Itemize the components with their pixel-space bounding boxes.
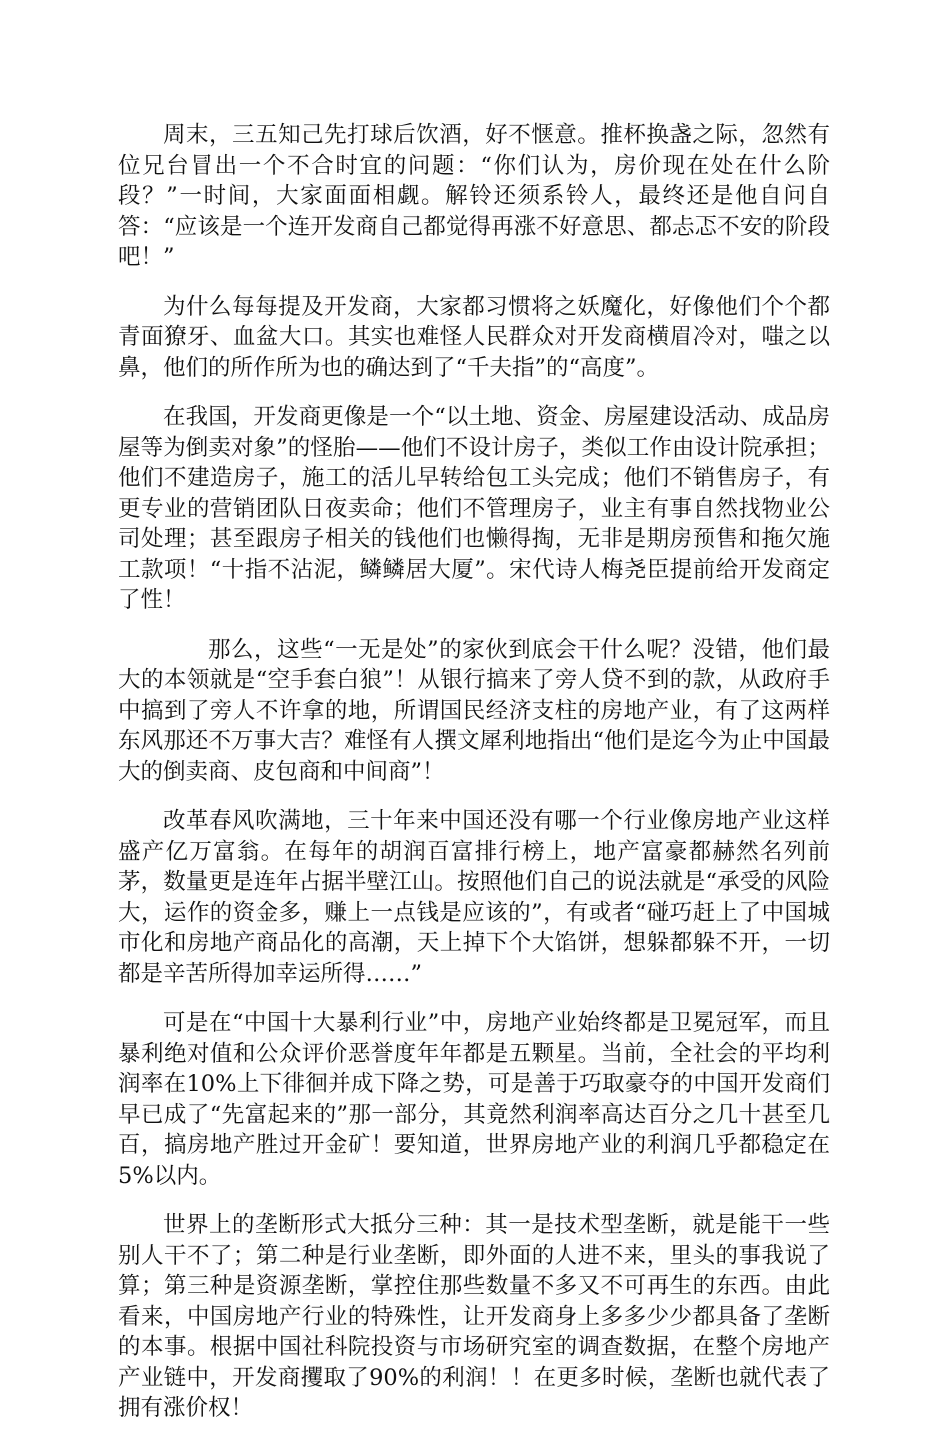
- paragraph-demonized-developers: 为什么每每提及开发商，大家都习惯将之妖魔化，好像他们个个都青面獠牙、血盆大口。其实也难怪人民群众对开发商横眉冷对，嗤之以鼻，他们的所作所为也的确达到了“千夫指”的“高度”。: [118, 293, 830, 381]
- paragraph-weekend-gathering: 周末，三五知己先打球后饮酒，好不惬意。推杯换盏之际，忽然有位兄台冒出一个不合时宜的问题：“你们认为，房价现在处在什么阶段？”一时间，大家面面相觑。解铃还须系铃人，最终还是他自问自答：“应该是一个连开发商自己都觉得再涨不好意思、都忐忑不安的阶段吧！”: [118, 122, 830, 270]
- article-body: [118, 120, 830, 1443]
- paragraph-billionaires: 改革春风吹满地，三十年来中国还没有哪一个行业像房地产业这样盛产亿万富翁。在每年的胡润百富排行榜上，地产富豪都赫然名列前茅，数量更是连年占据半壁江山。按照他们自己的说法就是“承受的风险大，运作的资金多，赚上一点钱是应该的”，有或者“碰巧赶上了中国城市化和房地产商品化的高潮，天上掉下个大馅饼，想躲都躲不开，一切都是辛苦所得加幸运所得……”: [118, 808, 830, 987]
- paragraph-profit-margins: 可是在“中国十大暴利行业”中，房地产业始终都是卫冕冠军，而且暴利绝对值和公众评价恶誉度年年都是五颗星。当前，全社会的平均利润率在10%上下徘徊并成下降之势，可是善于巧取豪夺的中国开发商们早已成了“先富起来的”那一部分，其竟然利润率高达百分之几十甚至几百，搞房地产胜过开金矿！要知道，世界房地产业的利润几乎都稳定在5%以内。: [118, 1010, 830, 1189]
- paragraph-developer-role: 在我国，开发商更像是一个“以土地、资金、房屋建设活动、成品房屋等为倒卖对象”的怪胎——他们不设计房子，类似工作由设计院承担；他们不建造房子，施工的活儿早转给包工头完成；他们不销售房子，有更专业的营销团队日夜卖命；他们不管理房子，业主有事自然找物业公司处理；甚至跟房子相关的钱他们也懒得掏，无非是期房预售和拖欠施工款项！“十指不沾泥，鳞鳞居大厦”。宋代诗人梅尧臣提前给开发商定了性！: [118, 404, 830, 613]
- paragraph-monopoly: 世界上的垄断形式大抵分三种：其一是技术型垄断，就是能干一些别人干不了；第二种是行业垄断，即外面的人进不来，里头的事我说了算；第三种是资源垄断，掌控住那些数量不多又不可再生的东西。由此看来，中国房地产行业的特殊性，让开发商身上多多少少都具备了垄断的本事。根据中国社科院投资与市场研究室的调查数据，在整个房地产产业链中，开发商攫取了90%的利润！！在更多时候，垄断也就代表了拥有涨价权！: [118, 1212, 830, 1421]
- paragraph-empty-handed: 那么，这些“一无是处”的家伙到底会干什么呢？没错，他们最大的本领就是“空手套白狼”！从银行搞来了旁人贷不到的款，从政府手中搞到了旁人不许拿的地，所谓国民经济支柱的房地产业，有了这两样东风那还不万事大吉？难怪有人撰文犀利地指出“他们是迄今为止中国最大的倒卖商、皮包商和中间商”！: [118, 636, 830, 785]
